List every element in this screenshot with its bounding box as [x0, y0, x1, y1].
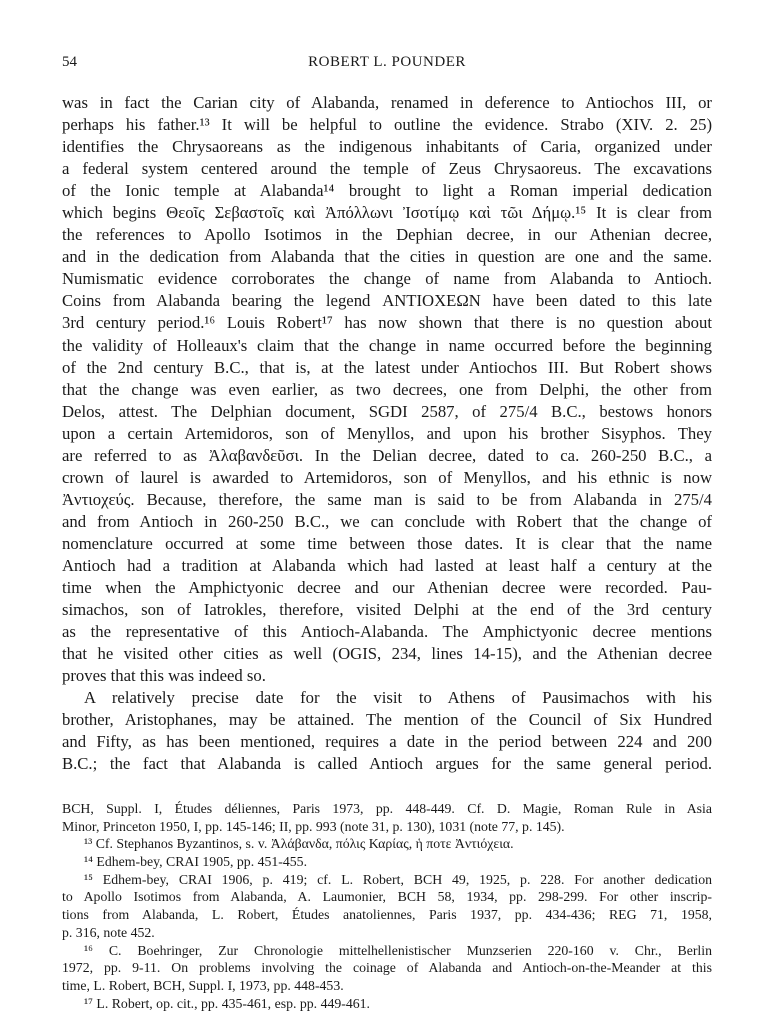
footnote-line: Minor, Princeton 1950, I, pp. 145-146; II, pp. 993 (note 31, p. 130), 1031 (note 77, p. 145).	[62, 818, 565, 834]
body-line: the references to Apollo Isotimos in the Dephian decree, in our Athenian decree,	[62, 225, 712, 245]
footnote-line: 1972, pp. 9-11. On problems involving the coinage of Alabanda and Antioch-on-the-Meander at this	[62, 960, 712, 976]
body-line: simachos, son of Iatrokles, therefore, visited Delphi at the end of the 3rd century	[62, 600, 712, 620]
body-line: B.C.; the fact that Alabanda is called Antioch argues for the same general period.	[62, 754, 712, 774]
body-line: are referred to as Ἀλαβανδεῦσι. In the Delian decree, dated to ca. 260-250 B.C., a	[62, 445, 712, 465]
body-line: and in the dedication from Alabanda that the cities in question are one and the same.	[62, 247, 712, 267]
body-line: of the 2nd century B.C., that is, at the latest under Antiochos III. But Robert shows	[62, 357, 712, 377]
body-line: as the representative of this Antioch-Alabanda. The Amphictyonic decree mentions	[62, 622, 712, 642]
body-text	[62, 92, 712, 775]
page-header	[62, 54, 712, 74]
body-line: A relatively precise date for the visit to Athens of Pausimachos with his	[84, 688, 712, 708]
body-line: and from Antioch in 260-250 B.C., we can conclude with Robert that the change of	[62, 511, 712, 531]
body-line: nomenclature occurred at some time between those dates. It is clear that the name	[62, 533, 712, 553]
page-number: 54	[62, 54, 77, 70]
body-line: Antioch had a tradition at Alabanda which had lasted at least half a century at the	[62, 555, 712, 575]
body-line: perhaps his father.¹³ It will be helpful to outline the evidence. Strabo (XIV. 2. 25)	[62, 115, 712, 135]
footnote-line: BCH, Suppl. I, Études déliennes, Paris 1973, pp. 448-449. Cf. D. Magie, Roman Rule in Asia	[62, 801, 712, 816]
body-line: proves that this was indeed so.	[62, 666, 266, 686]
footnote-line: ¹⁷ L. Robert, op. cit., pp. 435-461, esp. pp. 449-461.	[84, 995, 371, 1011]
footnote-line: to Apollo Isotimos from Alabanda, A. Laumonier, BCH 58, 1934, pp. 298-299. For other inscrip-	[62, 889, 712, 905]
body-line: brother, Aristophanes, may be attained. The mention of the Council of Six Hundred	[62, 710, 712, 730]
body-line: upon a certain Artemidoros, son of Menyllos, and upon his brother Sisyphos. They	[62, 423, 712, 443]
footnote-line: ¹⁶ C. Boehringer, Zur Chronologie mittelhellenistischer Munzserien 220-160 v. Chr., Berlin	[84, 942, 712, 958]
body-line: Delos, attest. The Delphian document, SGDI 2587, of 275/4 B.C., bestows honors	[62, 401, 712, 421]
body-line: identifies the Chrysaoreans as the indigenous inhabitants of Caria, organized under	[62, 137, 712, 157]
body-line: a federal system centered around the temple of Zeus Chrysaoreus. The excavations	[62, 159, 712, 179]
body-line: that he visited other cities as well (OGIS, 234, lines 14-15), and the Athenian decree	[62, 644, 712, 664]
body-line: of the Ionic temple at Alabanda¹⁴ brought to light a Roman imperial dedication	[62, 181, 712, 201]
body-line: that the change was even earlier, as two decrees, one from Delphi, the other from	[62, 379, 712, 399]
footnotes	[62, 800, 712, 1012]
footnote-line: ¹⁵ Edhem-bey, CRAI 1906, p. 419; cf. L. Robert, BCH 49, 1925, p. 228. For another dedication	[84, 871, 712, 887]
body-line: Ἀντιοχεύς. Because, therefore, the same man is said to be from Alabanda in 275/4	[62, 489, 712, 509]
body-line: was in fact the Carian city of Alabanda, renamed in deference to Antiochos III, or	[62, 93, 712, 112]
footnote-line: tions from Alabanda, L. Robert, Études anatoliennes, Paris 1937, pp. 434-436; REG 71, 1958,	[62, 907, 712, 923]
body-line: and Fifty, as has been mentioned, requires a date in the period between 224 and 200	[62, 732, 712, 752]
body-line: time when the Amphictyonic decree and our Athenian decree were recorded. Pau-	[62, 578, 712, 598]
body-line: Numismatic evidence corroborates the change of name from Alabanda to Antioch.	[62, 269, 712, 289]
footnote-line: ¹⁴ Edhem-bey, CRAI 1905, pp. 451-455.	[84, 854, 308, 870]
body-line: crown of laurel is awarded to Artemidoros, son of Menyllos, and his ethnic is now	[62, 467, 712, 487]
footnote-line: time, L. Robert, BCH, Suppl. I, 1973, pp. 448-453.	[62, 977, 344, 993]
running-head: ROBERT L. POUNDER	[308, 54, 466, 70]
body-line: the validity of Holleaux's claim that the change in name occurred before the beginning	[62, 335, 712, 355]
body-line: 3rd century period.¹⁶ Louis Robert¹⁷ has now shown that there is no question about	[62, 313, 712, 333]
footnote-line: p. 316, note 452.	[62, 924, 155, 940]
body-line: which begins Θεοῖς Σεβαστοῖς καὶ Ἀπόλλωνι Ἰσοτίμῳ καὶ τῶι Δήμῳ.¹⁵ It is clear from	[62, 203, 712, 223]
body-line: Coins from Alabanda bearing the legend ΑΝΤΙΟΧΕΩΝ have been dated to this late	[62, 291, 712, 311]
footnote-line: ¹³ Cf. Stephanos Byzantinos, s. v. Ἀλάβανδα, πόλις Καρίας, ἡ ποτε Ἀντιόχεια.	[84, 836, 514, 852]
